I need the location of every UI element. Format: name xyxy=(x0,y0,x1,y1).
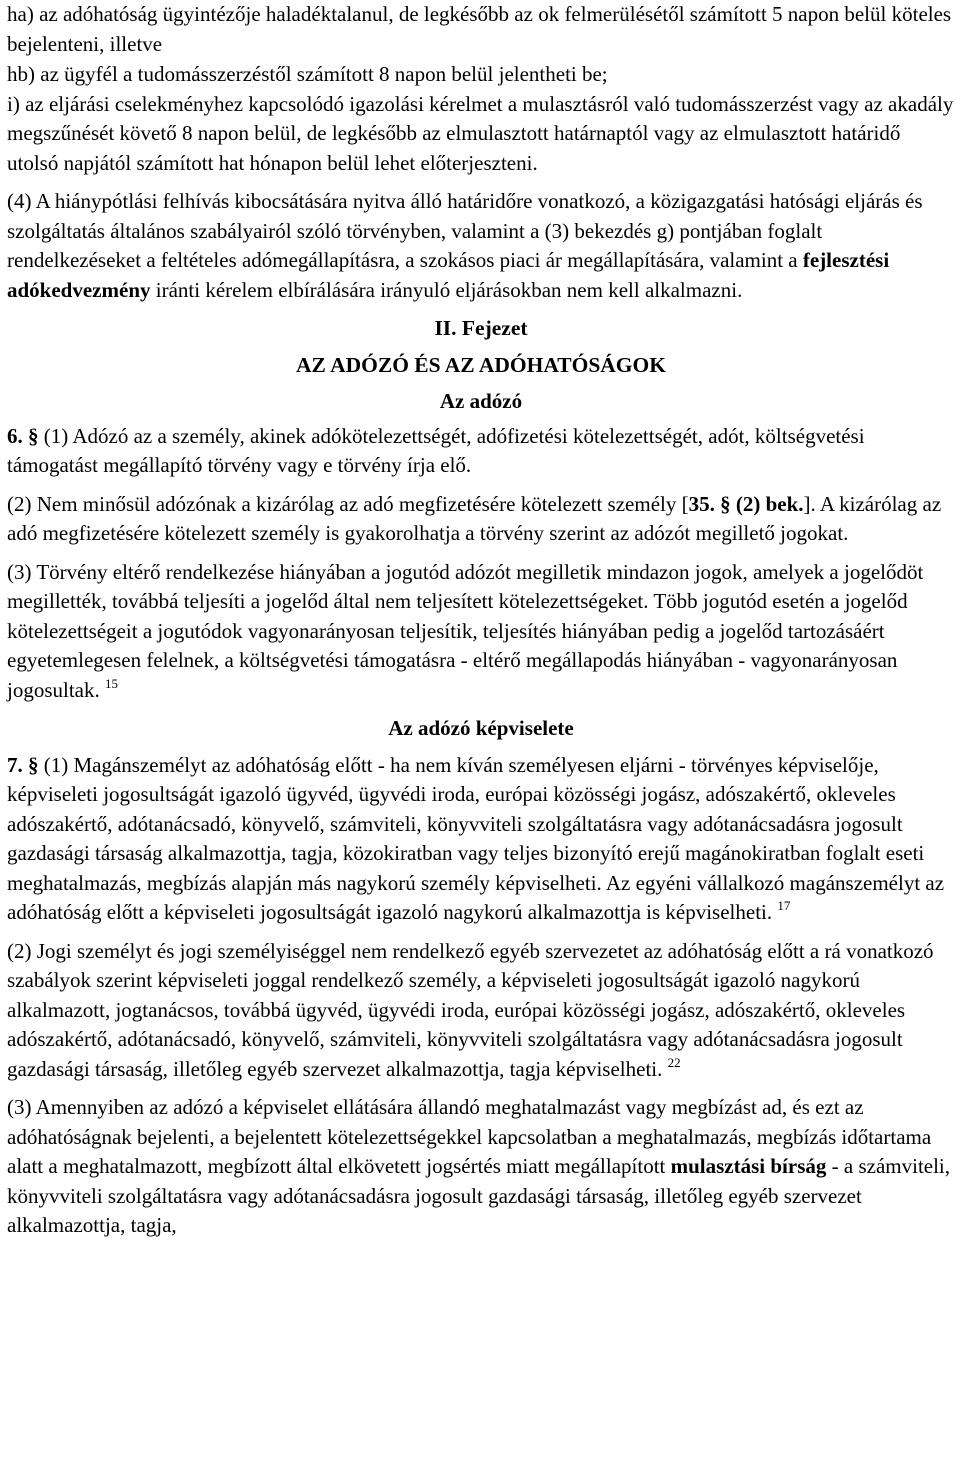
paragraph-4-text: (4) A hiánypótlási felhívás kibocsátására nyitva álló határidőre vonatkozó, a közigazgatási hatósági eljárás és szolgáltatás általános szabályairól szóló törvényben, valamint a (3) bekezdés g) pontjában foglalt rendelkezéseket a feltételes adómegállapításra, a szokásos piaci ár megállapítására, valamint a xyxy=(7,189,923,272)
cross-reference: 35. § (2) bek. xyxy=(688,491,804,516)
section-7-paragraph-2 xyxy=(7,937,955,1085)
section-6-p3-text: (3) Törvény eltérő rendelkezése hiányában a jogutód adózót megilletik mindazon jogok, amelyek a jogelődöt megillették, továbbá teljesíti a jogelőd által nem teljesített kötelezettségeket. Több jogutód esetén a jogelőd kötelezettségeit a jogutódok vagyonarányosan teljesítik, teljesítés hiányában pedig a jogelőd tartozásáért egyetemlegesen felelnek, a költségvetési támogatásra - eltérő megállapodás hiányában - vagyonarányosan jogosultak. xyxy=(7,559,924,702)
section-number-7: 7. xyxy=(7,752,23,777)
paragraph-i xyxy=(7,90,955,179)
section-6-p2-text-end: ]. A kizárólag az adó megfizetésére kötelezett személy is gyakorolhatja a törvény szerint az adózót megillető jogokat. xyxy=(7,491,942,545)
section-7-p1-text: (1) Magánszemélyt az adóhatóság előtt - ha nem kíván személyesen eljárni - törvényes képviselője, képviseleti jogosultságát igazoló ügyvéd, ügyvédi iroda, európai közösségi jogász, adószakértő, okleveles adószakértő, adótanácsadó, könyvelő, számviteli, könyvviteli szolgáltatásra vagy adótanácsadásra jogosult gazdasági társaság alkalmazottja, tagja, közokiratban vagy teljes bizonyító erejű magánokiratban foglalt eseti meghatalmazás, megbízás alapján más nagykorú személy képviselheti. Az egyéni vállalkozó magánszemélyt az adóhatóság előtt a képviseleti jogosultságát igazoló nagykorú alkalmazottja is képviselheti. xyxy=(7,752,945,924)
section-7-p3-text-end: - a számviteli, könyvviteli szolgáltatásra vagy adótanácsadásra jogosult gazdasági társaság, illetőleg egyéb szervezet alkalmazottja, tagja, xyxy=(7,1154,951,1237)
section-6-p1-text: (1) Adózó az a személy, akinek adókötelezettségét, adófizetési kötelezettségét, adót, költségvetési támogatást megállapító törvény vagy e törvény írja elő. xyxy=(7,423,865,477)
document-page xyxy=(7,0,955,1250)
bold-term-mulasztasi: mulasztási bírság xyxy=(670,1154,827,1178)
section-6-paragraph-3 xyxy=(7,558,955,706)
section-6-paragraph-1 xyxy=(7,422,955,481)
footnote-marker: 15 xyxy=(105,675,118,691)
footnote-marker: 17 xyxy=(777,898,791,913)
section-number-6: 6. xyxy=(7,423,23,448)
section-6-p2-text: (2) Nem minősül adózónak a kizárólag az adó megfizetésére kötelezett személy [ xyxy=(7,491,689,516)
paragraph-hb-text: hb) az ügyfél a tudomásszerzéstől számított 8 napon belül jelentheti be; xyxy=(7,62,608,86)
section-6-paragraph-2 xyxy=(7,490,955,549)
section-7-paragraph-1 xyxy=(7,751,955,928)
bold-term-fejlesztesi: fejlesztési adókedvezmény xyxy=(7,248,890,302)
chapter-title: AZ ADÓZÓ ÉS AZ ADÓHATÓSÁGOK xyxy=(296,352,666,377)
section-heading-kepviselet: Az adózó képviselete xyxy=(388,716,574,740)
section-sign: § xyxy=(28,752,39,777)
section-heading-adozo: Az adózó xyxy=(439,389,523,413)
section-7-p2-text: (2) Jogi személyt és jogi személyiséggel nem rendelkező egyéb szervezetet az adóhatóság előtt a rá vonatkozó szabályok szerint képviseleti joggal rendelkező személy, a képviseleti jogosultságát igazoló nagykorú alkalmazott, jogtanácsos, továbbá ügyvéd, ügyvédi iroda, európai közösségi jogász, adószakértő, okleveles adószakértő, adótanácsadó, könyvelő, számviteli, könyvviteli szolgáltatásra vagy adótanácsadásra jogosult gazdasági társaság, illetőleg egyéb szervezet alkalmazottja, tagja képviselheti. xyxy=(7,938,934,1081)
footnote-marker: 22 xyxy=(667,1054,681,1070)
paragraph-ha-text: ha) az adóhatóság ügyintézője haladéktalanul, de legkésőbb az ok felmerülésétől számított 5 napon belül köteles bejelenteni, illetve xyxy=(7,2,952,56)
section-sign: § xyxy=(28,423,39,448)
chapter-heading: II. Fejezet xyxy=(434,316,528,340)
paragraph-i-text: i) az eljárási cselekményhez kapcsolódó igazolási kérelmet a mulasztásról való tudomásszerzést vagy az akadály megszűnését követő 8 napon belül, de legkésőbb az elmulasztott határnaptól vagy az elmulasztott határidő utolsó napjától számított hat hónapon belül lehet előterjeszteni. xyxy=(7,91,954,175)
paragraph-hb xyxy=(7,60,955,90)
section-7-paragraph-3 xyxy=(7,1093,955,1241)
paragraph-4 xyxy=(7,187,955,305)
paragraph-4-text-end: iránti kérelem elbírálására irányuló eljárásokban nem kell alkalmazni. xyxy=(150,277,743,302)
section-7-p3-text: (3) Amennyiben az adózó a képviselet ellátására állandó meghatalmazást vagy megbízást ad, és ezt az adóhatóságnak bejelenti, a bejelentett kötelezettségekkel kapcsolatban a meghatalmazás, megbízás időtartama alatt a meghatalmazott, megbízott által elkövetett jogsértés miatt megállapított xyxy=(7,1095,932,1178)
paragraph-ha xyxy=(7,0,955,59)
